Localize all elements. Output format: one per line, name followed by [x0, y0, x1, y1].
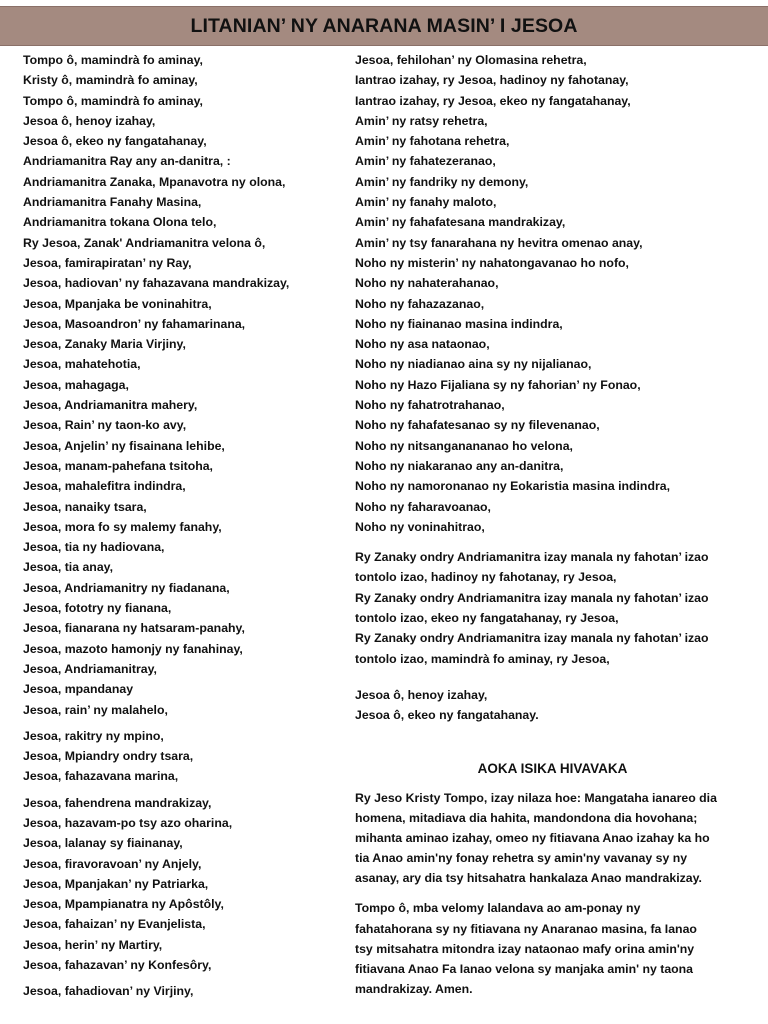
- litany-line: Jesoa, tia ny hadiovana,: [23, 540, 165, 555]
- litany-line: Jesoa, fahendrena mandrakizay,: [23, 795, 212, 810]
- litany-line: Jesoa, mazoto hamonjy ny fanahinay,: [23, 641, 243, 656]
- litany-line: Tompo ô, mamindrà fo aminay,: [23, 93, 203, 108]
- prayer-line: fahatahorana sy ny fitiavana ny Anaranao masina, fa Ianao: [355, 921, 697, 936]
- litany-line: Jesoa, herin’ ny Martiry,: [23, 937, 163, 952]
- litany-line: Jesoa, fianarana ny hatsaram-panahy,: [23, 621, 245, 636]
- litany-line: Ry Jesoa, Zanak' Andriamanitra velona ô,: [23, 235, 266, 250]
- litany-line: Jesoa, Andriamanitra mahery,: [23, 398, 198, 413]
- litany-line: Iantrao izahay, ry Jesoa, hadinoy ny fahotanay,: [355, 73, 629, 88]
- title-banner: [0, 6, 768, 46]
- litany-line: Jesoa, hazavam-po tsy azo oharina,: [23, 815, 233, 830]
- litany-line: Amin’ ny fahatezeranao,: [355, 154, 496, 169]
- left-litany-block-4: [23, 981, 341, 1001]
- left-column: [23, 50, 341, 1002]
- litany-line: Amin’ ny fahafatesana mandrakizay,: [355, 215, 566, 230]
- litany-line: Jesoa, nanaiky tsara,: [23, 499, 147, 514]
- right-column: [355, 50, 750, 999]
- litany-line: Andriamanitra Ray any an-danitra, :: [23, 154, 231, 169]
- spacer: [355, 669, 750, 679]
- left-litany-block-1: [23, 50, 341, 720]
- litany-line: Noho ny namoronanao ny Eokaristia masina indindra,: [355, 479, 670, 494]
- litany-line: Tompo ô, mamindrà fo aminay,: [23, 53, 203, 67]
- litany-line: Noho ny fiainanao masina indindra,: [355, 316, 563, 331]
- litany-line: Jesoa, mahatehotia,: [23, 357, 141, 372]
- litany-line: Noho ny niadianao aina sy ny nijalianao,: [355, 357, 592, 372]
- litany-line: Andriamanitra Zanaka, Mpanavotra ny olona,: [23, 174, 286, 189]
- litany-line: Jesoa, Rain’ ny taon-ko avy,: [23, 418, 187, 433]
- litany-line: Noho ny nahaterahanao,: [355, 276, 499, 291]
- litany-line: Noho ny fahafatesanao sy ny filevenanao,: [355, 418, 600, 433]
- prayer-line: tia Anao amin'ny fonay rehetra sy amin'ny vavanay sy ny: [355, 851, 688, 866]
- prayer-paragraph-1: [355, 788, 750, 889]
- litany-line: Jesoa, fahaizan’ ny Evanjelista,: [23, 917, 206, 932]
- litany-line: Jesoa, fahazavan’ ny Konfesôry,: [23, 958, 212, 973]
- left-litany-block-3: [23, 793, 341, 976]
- left-litany-block-2: [23, 726, 341, 787]
- litany-line: Noho ny asa nataonao,: [355, 337, 490, 352]
- spacer: [355, 537, 750, 547]
- litany-line: Jesoa, firavoravoan’ ny Anjely,: [23, 856, 202, 871]
- prayer-line: asanay, ary dia tsy hitsahatra hankalaza Anao mandrakizay.: [355, 871, 702, 886]
- page-title: LITANIAN’ NY ANARANA MASIN’ I JESOA: [190, 14, 578, 37]
- litany-line: tontolo izao, ekeo ny fangatahanay, ry Jesoa,: [355, 611, 619, 626]
- litany-line: Jesoa, famirapiratan’ ny Ray,: [23, 255, 192, 270]
- litany-line: Andriamanitra tokana Olona telo,: [23, 215, 217, 230]
- litany-line: Noho ny fahatrotrahanao,: [355, 398, 505, 413]
- litany-line: Noho ny nitsanganananao ho velona,: [355, 438, 573, 453]
- litany-line: Amin’ ny fahotana rehetra,: [355, 134, 510, 149]
- litany-line: Noho ny misterin’ ny nahatongavanao ho nofo,: [355, 255, 629, 270]
- litany-line: Noho ny fahazazanao,: [355, 296, 485, 311]
- litany-line: Jesoa, lalanay sy fiainanay,: [23, 836, 183, 851]
- litany-line: Jesoa, fototry ny fianana,: [23, 601, 172, 616]
- litany-line: Jesoa, mora fo sy malemy fanahy,: [23, 519, 222, 534]
- litany-line: Amin’ ny ratsy rehetra,: [355, 113, 488, 128]
- prayer-line: mihanta aminao izahay, omeo ny fitiavana Anao izahay ka ho: [355, 830, 710, 845]
- right-litany-block-1: [355, 50, 750, 537]
- litany-line: Jesoa ô, ekeo ny fangatahanay.: [355, 708, 539, 723]
- litany-line: Ry Zanaky ondry Andriamanitra izay manala ny fahotan’ izao: [355, 550, 709, 565]
- prayer-line: Ry Jeso Kristy Tompo, izay nilaza hoe: Mangataha ianareo dia: [355, 790, 717, 805]
- litany-line: Jesoa, fahadiovan’ ny Virjiny,: [23, 984, 194, 999]
- prayer-line: fitiavana Anao Fa Ianao velona sy manjaka amin' ny taona: [355, 962, 694, 976]
- prayer-heading: AOKA ISIKA HIVAVAKA: [477, 760, 628, 776]
- litany-line: Jesoa, Zanaky Maria Virjiny,: [23, 337, 186, 352]
- litany-line: Jesoa, mpandanay: [23, 682, 134, 697]
- litany-line: Jesoa, Mpanjaka be voninahitra,: [23, 296, 212, 311]
- litany-line: Ry Zanaky ondry Andriamanitra izay manala ny fahotan’ izao: [355, 631, 709, 646]
- litany-line: Jesoa, mahagaga,: [23, 377, 129, 392]
- litany-line: Jesoa, Andriamanitry ny fiadanana,: [23, 580, 230, 595]
- litany-line: Amin’ ny fanahy maloto,: [355, 195, 497, 210]
- litany-line: Jesoa, Mpanjakan’ ny Patriarka,: [23, 876, 209, 891]
- litany-line: Jesoa, Mpiandry ondry tsara,: [23, 749, 194, 764]
- litany-line: Kristy ô, mamindrà fo aminay,: [23, 73, 198, 88]
- spacer: [355, 888, 750, 898]
- litany-line: Jesoa ô, ekeo ny fangatahanay,: [23, 134, 207, 149]
- litany-line: Jesoa, rakitry ny mpino,: [23, 728, 164, 743]
- litany-line: Jesoa, fehilohan’ ny Olomasina rehetra,: [355, 53, 587, 67]
- litany-line: Noho ny faharavoanao,: [355, 499, 491, 514]
- litany-line: Noho ny voninahitrao,: [355, 519, 485, 534]
- prayer-paragraph-2: [355, 898, 750, 999]
- litany-line: Amin’ ny fandriky ny demony,: [355, 174, 529, 189]
- prayer-line: tsy mitsahatra mitondra izay nataonao mafy orina amin'ny: [355, 941, 695, 956]
- litany-line: Jesoa, manam-pahefana tsitoha,: [23, 458, 213, 473]
- litany-line: Ry Zanaky ondry Andriamanitra izay manala ny fahotan’ izao: [355, 590, 709, 605]
- litany-line: Jesoa, Mpampianatra ny Apôstôly,: [23, 897, 224, 912]
- litany-line: Iantrao izahay, ry Jesoa, ekeo ny fangatahanay,: [355, 93, 631, 108]
- litany-line: tontolo izao, hadinoy ny fahotanay, ry Jesoa,: [355, 570, 617, 585]
- litany-line: Jesoa, Anjelin’ ny fisainana lehibe,: [23, 438, 225, 453]
- prayer-line: Tompo ô, mba velomy lalandava ao am-ponay ny: [355, 901, 641, 916]
- litany-line: Jesoa, Masoandron’ ny fahamarinana,: [23, 316, 246, 331]
- litany-line: Amin’ ny tsy fanarahana ny hevitra omenao anay,: [355, 235, 643, 250]
- prayer-line: mandrakizay. Amen.: [355, 982, 473, 997]
- litany-line: Noho ny Hazo Fijaliana sy ny fahorian’ ny Fonao,: [355, 377, 641, 392]
- litany-line: Jesoa, hadiovan’ ny fahazavana mandrakizay,: [23, 276, 290, 291]
- litany-line: Jesoa, mahalefitra indindra,: [23, 479, 186, 494]
- litany-line: Jesoa ô, henoy izahay,: [23, 113, 156, 128]
- litany-line: Jesoa, fahazavana marina,: [23, 769, 179, 784]
- litany-line: Andriamanitra Fanahy Masina,: [23, 195, 202, 210]
- prayer-line: homena, mitadiava dia hahita, mandondona dia hovohana;: [355, 810, 698, 825]
- litany-line: Jesoa ô, henoy izahay,: [355, 687, 488, 702]
- litany-line: Noho ny niakaranao any an-danitra,: [355, 458, 564, 473]
- lamb-of-god-block: [355, 547, 750, 669]
- litany-line: Jesoa, tia anay,: [23, 560, 113, 575]
- litany-line: Jesoa, rain’ ny malahelo,: [23, 702, 168, 717]
- spacer: [355, 726, 750, 758]
- litany-line: Jesoa, Andriamanitray,: [23, 661, 157, 676]
- litany-line: tontolo izao, mamindrà fo aminay, ry Jesoa,: [355, 651, 610, 666]
- right-litany-block-3: [355, 685, 750, 726]
